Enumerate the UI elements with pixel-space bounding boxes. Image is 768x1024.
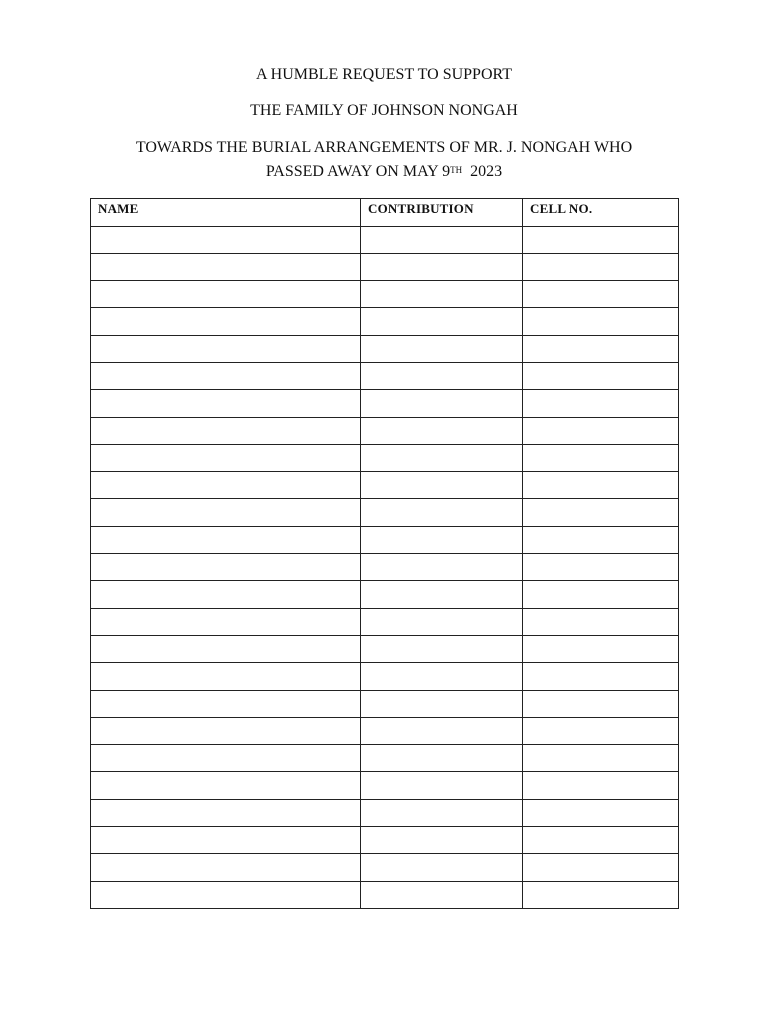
contribution-cell[interactable]	[361, 335, 523, 362]
table-row	[91, 281, 679, 308]
name-cell[interactable]	[91, 253, 361, 280]
name-cell[interactable]	[91, 362, 361, 389]
contribution-cell[interactable]	[361, 226, 523, 253]
contribution-cell[interactable]	[361, 745, 523, 772]
contribution-cell[interactable]	[361, 253, 523, 280]
cell-no-cell[interactable]	[523, 281, 679, 308]
title-line-1: A HUMBLE REQUEST TO SUPPORT	[256, 66, 512, 83]
table-row	[91, 362, 679, 389]
name-cell[interactable]	[91, 608, 361, 635]
cell-no-cell[interactable]	[523, 690, 679, 717]
table-row	[91, 554, 679, 581]
table-row	[91, 444, 679, 471]
name-cell[interactable]	[91, 226, 361, 253]
contribution-cell[interactable]	[361, 663, 523, 690]
cell-no-cell[interactable]	[523, 772, 679, 799]
table-header-row	[91, 199, 679, 227]
date-year: 2023	[462, 163, 503, 180]
name-cell[interactable]	[91, 281, 361, 308]
cell-no-cell[interactable]	[523, 444, 679, 471]
table-row	[91, 663, 679, 690]
table-body	[91, 226, 679, 908]
name-cell[interactable]	[91, 526, 361, 553]
cell-no-cell[interactable]	[523, 881, 679, 908]
table-row	[91, 608, 679, 635]
name-cell[interactable]	[91, 881, 361, 908]
name-cell[interactable]	[91, 308, 361, 335]
name-cell[interactable]	[91, 663, 361, 690]
table-row	[91, 581, 679, 608]
table-row	[91, 635, 679, 662]
cell-no-cell[interactable]	[523, 827, 679, 854]
contribution-cell[interactable]	[361, 526, 523, 553]
date-prefix: PASSED AWAY ON MAY 9	[265, 163, 451, 180]
name-cell[interactable]	[91, 799, 361, 826]
table-row	[91, 881, 679, 908]
contribution-cell[interactable]	[361, 308, 523, 335]
date-ordinal-suffix: TH	[450, 165, 463, 175]
contribution-cell[interactable]	[361, 881, 523, 908]
cell-no-cell[interactable]	[523, 472, 679, 499]
name-cell[interactable]	[91, 499, 361, 526]
cell-no-cell[interactable]	[523, 526, 679, 553]
contribution-cell[interactable]	[361, 417, 523, 444]
name-cell[interactable]	[91, 745, 361, 772]
name-cell[interactable]	[91, 635, 361, 662]
table-row	[91, 417, 679, 444]
table-row	[91, 472, 679, 499]
name-cell[interactable]	[91, 772, 361, 799]
cell-no-cell[interactable]	[523, 608, 679, 635]
table-row	[91, 745, 679, 772]
name-cell[interactable]	[91, 717, 361, 744]
header-cell-no: CELL NO.	[523, 199, 679, 227]
header-name: NAME	[91, 199, 361, 227]
name-cell[interactable]	[91, 554, 361, 581]
cell-no-cell[interactable]	[523, 308, 679, 335]
header-contribution: CONTRIBUTION	[361, 199, 523, 227]
title-line-4	[0, 162, 768, 182]
cell-no-cell[interactable]	[523, 717, 679, 744]
name-cell[interactable]	[91, 854, 361, 881]
cell-no-cell[interactable]	[523, 253, 679, 280]
cell-no-cell[interactable]	[523, 417, 679, 444]
name-cell[interactable]	[91, 390, 361, 417]
table-row	[91, 308, 679, 335]
contribution-cell[interactable]	[361, 799, 523, 826]
cell-no-cell[interactable]	[523, 635, 679, 662]
name-cell[interactable]	[91, 444, 361, 471]
table-row	[91, 827, 679, 854]
table-row	[91, 390, 679, 417]
contribution-cell[interactable]	[361, 827, 523, 854]
table-row	[91, 335, 679, 362]
cell-no-cell[interactable]	[523, 335, 679, 362]
contribution-cell[interactable]	[361, 444, 523, 471]
title-line-3: TOWARDS THE BURIAL ARRANGEMENTS OF MR. J. NONGAH WHO	[135, 139, 633, 156]
cell-no-cell[interactable]	[523, 745, 679, 772]
cell-no-cell[interactable]	[523, 854, 679, 881]
contribution-cell[interactable]	[361, 717, 523, 744]
contribution-cell[interactable]	[361, 472, 523, 499]
contribution-cell[interactable]	[361, 281, 523, 308]
cell-no-cell[interactable]	[523, 226, 679, 253]
contribution-cell[interactable]	[361, 608, 523, 635]
name-cell[interactable]	[91, 472, 361, 499]
cell-no-cell[interactable]	[523, 390, 679, 417]
table-row	[91, 226, 679, 253]
contribution-cell[interactable]	[361, 499, 523, 526]
cell-no-cell[interactable]	[523, 581, 679, 608]
table-row	[91, 799, 679, 826]
contribution-cell[interactable]	[361, 554, 523, 581]
contribution-cell[interactable]	[361, 390, 523, 417]
contribution-cell[interactable]	[361, 581, 523, 608]
cell-no-cell[interactable]	[523, 663, 679, 690]
table-row	[91, 253, 679, 280]
cell-no-cell[interactable]	[523, 554, 679, 581]
table-row	[91, 772, 679, 799]
name-cell[interactable]	[91, 581, 361, 608]
contribution-cell[interactable]	[361, 854, 523, 881]
contribution-table	[90, 198, 679, 909]
table-row	[91, 717, 679, 744]
cell-no-cell[interactable]	[523, 499, 679, 526]
contribution-cell[interactable]	[361, 772, 523, 799]
name-cell[interactable]	[91, 417, 361, 444]
contribution-cell[interactable]	[361, 690, 523, 717]
table-row	[91, 526, 679, 553]
cell-no-cell[interactable]	[523, 799, 679, 826]
contribution-cell[interactable]	[361, 635, 523, 662]
table-row	[91, 854, 679, 881]
name-cell[interactable]	[91, 690, 361, 717]
contribution-cell[interactable]	[361, 362, 523, 389]
table-row	[91, 499, 679, 526]
name-cell[interactable]	[91, 335, 361, 362]
table-row	[91, 690, 679, 717]
name-cell[interactable]	[91, 827, 361, 854]
title-line-2: THE FAMILY OF JOHNSON NONGAH	[250, 102, 518, 119]
cell-no-cell[interactable]	[523, 362, 679, 389]
